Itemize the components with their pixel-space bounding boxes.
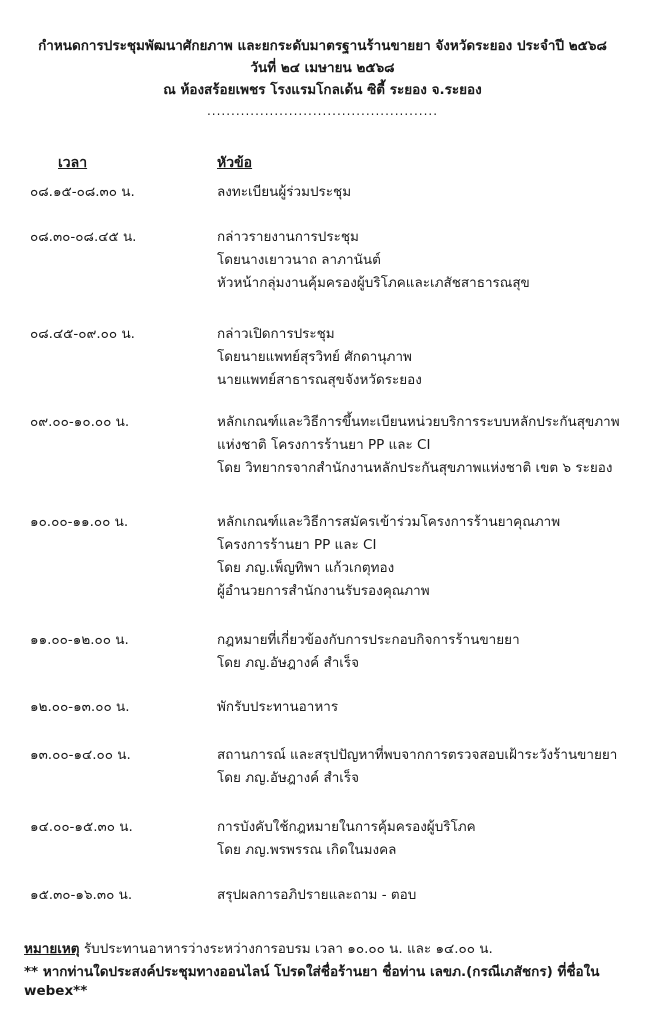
- schedule-time: ๑๕.๓๐-๑๖.๓๐ น.: [30, 887, 133, 903]
- online-note-line1: ** หากท่านใดประสงค์ประชุมทางออนไลน์ โปรดใส่ชื่อร้านยา ชื่อท่าน เลขภ.(กรณีเภสัชกร) ที่ชื่อใน: [24, 964, 600, 980]
- schedule-topic-line: โดยนายแพทย์สุรวิทย์ ศักดานุภาพ: [217, 349, 412, 365]
- schedule-topic-line: โดย ภญ.พรพรรณ เกิดในมงคล: [217, 842, 397, 858]
- schedule-topic-line: การบังคับใช้กฎหมายในการคุ้มครองผู้บริโภค: [217, 819, 476, 835]
- schedule-topic-line: แห่งชาติ โครงการร้านยา PP และ CI: [217, 437, 431, 453]
- note-line: [24, 937, 493, 959]
- schedule-time: ๑๒.๐๐-๑๓.๐๐ น.: [30, 699, 130, 715]
- note-label: หมายเหตุ: [24, 941, 80, 957]
- schedule-topic-line: นายแพทย์สาธารณสุขจังหวัดระยอง: [217, 372, 422, 388]
- schedule-topic-line: กล่าวเปิดการประชุม: [217, 326, 335, 342]
- schedule-topic-line: โดยนางเยาวนาถ ลาภานันต์: [217, 252, 381, 268]
- schedule-topic-line: โดย วิทยากรจากสำนักงานหลักประกันสุขภาพแห่งชาติ เขต ๖ ระยอง: [217, 460, 613, 476]
- schedule-topic-line: กฎหมายที่เกี่ยวข้องกับการประกอบกิจการร้านขายยา: [217, 632, 520, 648]
- schedule-topic-line: โดย ภญ.อัษฎางค์ สำเร็จ: [217, 770, 360, 786]
- schedule-topic-line: ผู้อำนวยการสำนักงานรับรองคุณภาพ: [217, 583, 430, 599]
- schedule-topic-line: ลงทะเบียนผู้ร่วมประชุม: [217, 184, 352, 200]
- schedule-time: ๑๔.๐๐-๑๕.๓๐ น.: [30, 819, 133, 835]
- column-header-time: เวลา: [58, 155, 88, 171]
- schedule-time: ๑๓.๐๐-๑๔.๐๐ น.: [30, 747, 131, 763]
- schedule-topic-line: สรุปผลการอภิปรายและถาม - ตอบ: [217, 887, 417, 903]
- schedule-topic-line: หลักเกณฑ์และวิธีการสมัครเข้าร่วมโครงการร้านยาคุณภาพ: [217, 514, 561, 530]
- schedule-topic-line: พักรับประทานอาหาร: [217, 699, 339, 715]
- dotted-separator: ................................................: [206, 104, 439, 118]
- schedule-time: ๐๘.๔๕-๐๙.๐๐ น.: [30, 326, 135, 342]
- online-note-line2: webex**: [24, 983, 88, 999]
- doc-date: วันที่ ๒๔ เมษายน ๒๕๖๘: [250, 60, 395, 76]
- schedule-topic-line: โดย ภญ.อัษฎางค์ สำเร็จ: [217, 655, 360, 671]
- schedule-topic-line: กล่าวรายงานการประชุม: [217, 229, 359, 245]
- note-text: รับประทานอาหารว่างระหว่างการอบรม เวลา ๑๐.๐๐ น. และ ๑๔.๐๐ น.: [83, 941, 493, 957]
- schedule-topic-line: หัวหน้ากลุ่มงานคุ้มครองผู้บริโภคและเภสัชสาธารณสุข: [217, 275, 530, 291]
- schedule-topic-line: โครงการร้านยา PP และ CI: [217, 537, 377, 553]
- schedule-time: ๑๑.๐๐-๑๒.๐๐ น.: [30, 632, 129, 648]
- schedule-topic-line: หลักเกณฑ์และวิธีการขึ้นทะเบียนหน่วยบริการระบบหลักประกันสุขภาพ: [217, 414, 620, 430]
- doc-venue: ณ ห้องสร้อยเพชร โรงแรมโกลเด้น ซิตี้ ระยอง จ.ระยอง: [163, 82, 482, 98]
- schedule-time: ๑๐.๐๐-๑๑.๐๐ น.: [30, 514, 129, 530]
- column-header-topic: หัวข้อ: [217, 155, 253, 171]
- schedule-topic-line: โดย ภญ.เพ็ญทิพา แก้วเกตุทอง: [217, 560, 395, 576]
- schedule-time: ๐๙.๐๐-๑๐.๐๐ น.: [30, 414, 130, 430]
- doc-title: กำหนดการประชุมพัฒนาศักยภาพ และยกระดับมาตรฐานร้านขายยา จังหวัดระยอง ประจำปี ๒๕๖๘: [38, 38, 607, 54]
- schedule-topic-line: สถานการณ์ และสรุปปัญหาที่พบจากการตรวจสอบเฝ้าระวังร้านขายยา: [217, 747, 618, 763]
- schedule-time: ๐๘.๓๐-๐๘.๔๕ น.: [30, 229, 137, 245]
- schedule-time: ๐๘.๑๕-๐๘.๓๐ น.: [30, 184, 135, 200]
